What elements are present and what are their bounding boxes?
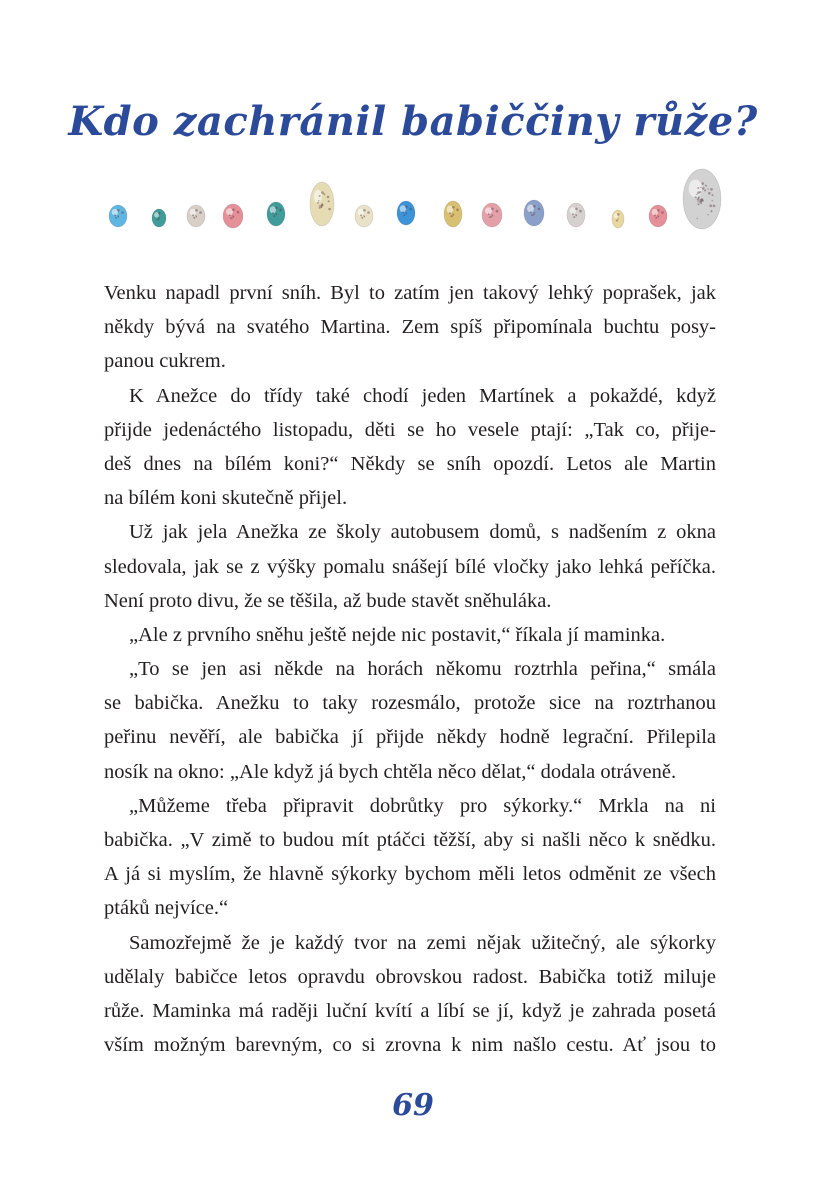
decorative-eggs-row xyxy=(0,168,826,238)
egg-icon xyxy=(482,203,502,227)
text-line: na bílém koni skutečně přijel. xyxy=(104,487,348,510)
chapter-title: Kdo zachránil babiččiny růže? xyxy=(68,98,758,145)
egg-icon xyxy=(310,182,334,226)
body-text xyxy=(104,276,716,1062)
egg-icon xyxy=(109,205,127,227)
text-line: K Anežce do třídy také chodí jeden Martínek a pokaždé, když xyxy=(129,384,716,407)
text-line: vším možným barevným, co si zrovna k nim našlo cestu. Ať jsou to xyxy=(104,1034,716,1057)
text-line: nosík na okno: „Ale když já bych chtěla něco dělat,“ dodala otráveně. xyxy=(104,760,677,783)
egg-icon xyxy=(355,205,373,227)
text-line: přijde jedenáctého listopadu, děti se ho vesele ptají: „Tak co, přije- xyxy=(104,418,716,441)
text-line: deš dnes na bílém koni?“ Někdy se sníh opozdí. Letos ale Martin xyxy=(104,452,716,475)
text-line: babička. „V zimě to budou mít ptáčci těžší, aby si našli něco k snědku. xyxy=(104,829,716,851)
text-line: „Můžeme třeba připravit dobrůtky pro sýkorky.“ Mrkla na ni xyxy=(129,794,716,817)
egg-icon xyxy=(444,201,462,227)
egg-icon xyxy=(397,201,415,225)
egg-icon xyxy=(267,202,285,226)
text-line: sledovala, jak se z výšky pomalu snášejí bílé vločky jako lehká peříčka. xyxy=(104,555,716,578)
text-line: ptáků nejvíce.“ xyxy=(104,897,229,920)
egg-icon xyxy=(567,203,585,227)
page-number: 69 xyxy=(392,1088,434,1123)
text-line: Už jak jela Anežka ze školy autobusem domů, s nadšením z okna xyxy=(129,521,716,544)
text-line: udělaly babičce letos opravdu obrovskou radost. Babička totiž miluje xyxy=(104,965,716,988)
text-line: panou cukrem. xyxy=(104,350,226,373)
eggs-illustration xyxy=(0,168,826,238)
egg-icon xyxy=(152,209,166,227)
text-line: A já si myslím, že hlavně sýkorky bychom měli letos odměnit ze všech xyxy=(104,863,716,886)
text-line: někdy bývá na svatého Martina. Zem spíš připomínala buchtu posy- xyxy=(104,316,716,339)
egg-icon xyxy=(612,210,624,228)
text-line: „To se jen asi někde na horách někomu roztrhla peřina,“ smála xyxy=(129,658,716,681)
text-line: Není proto divu, že se těšila, až bude stavět sněhuláka. xyxy=(104,589,552,612)
text-line: „Ale z prvního sněhu ještě nejde nic postavit,“ říkala jí maminka. xyxy=(129,623,666,646)
egg-icon xyxy=(649,205,667,227)
egg-icon xyxy=(187,205,205,227)
text-line: peřinu nevěří, ale babička jí přijde někdy hodně legrační. Přilepila xyxy=(104,726,716,749)
text-line: Samozřejmě že je každý tvor na zemi nějak užitečný, ale sýkorky xyxy=(129,931,716,954)
egg-icon xyxy=(683,169,721,229)
egg-icon xyxy=(524,200,544,226)
text-line: se babička. Anežku to taky rozesmálo, protože sice na roztrhanou xyxy=(104,692,716,715)
egg-icon xyxy=(223,204,243,228)
text-line: růže. Maminka má raději luční kvítí a líbí se jí, když je zahrada posetá xyxy=(104,999,716,1022)
text-line: Venku napadl první sníh. Byl to zatím jen takový lehký poprašek, jak xyxy=(104,282,716,304)
